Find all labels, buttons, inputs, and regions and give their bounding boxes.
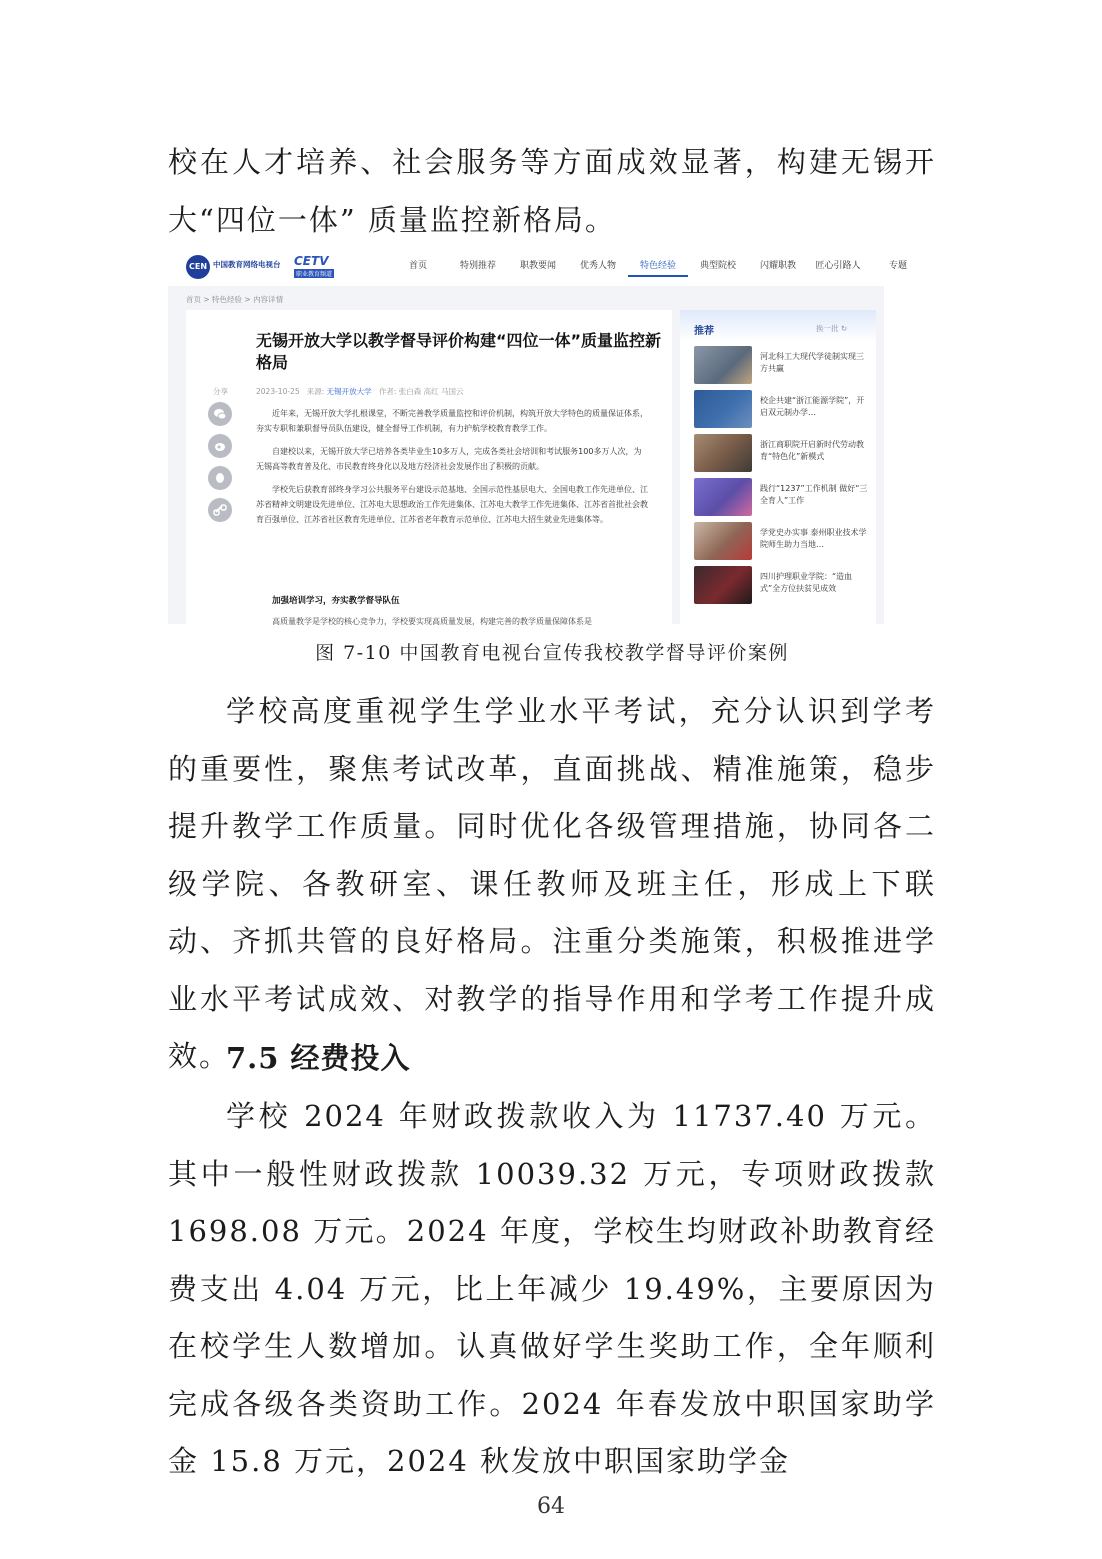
sidebar-title: 推荐 xyxy=(694,326,714,337)
cen-logo-text: 中国教育网络电视台 xyxy=(213,260,281,269)
page-number: 64 xyxy=(537,1494,565,1519)
recommend-item-title: 四川护理职业学院：“造血式”全方位扶贫见成效 xyxy=(760,572,853,593)
breadcrumb: 首页 > 特色经验 > 内容详情 xyxy=(186,295,284,304)
section-heading: 7.5 经费投入 xyxy=(226,1041,411,1075)
cen-logo: CEN xyxy=(186,255,210,279)
sidebar-header xyxy=(680,310,876,342)
cetv-logo: CETV xyxy=(294,254,329,268)
thumbnail-image xyxy=(694,478,752,516)
nav-item-home[interactable]: 首页 xyxy=(408,261,427,271)
article-cut-line: 高质量教学是学校的核心竞争力，学校要实现高质量发展，构建完善的教学质量保障体系是 xyxy=(272,617,592,626)
recommend-item-title: 践行“1237”工作机制 做好“三全育人”工作 xyxy=(760,484,868,505)
recommend-item-title: 校企共建“浙江能源学院”，开启双元制办学… xyxy=(760,396,865,417)
article-body xyxy=(256,406,648,535)
article-source-label: 来源: xyxy=(306,387,325,396)
recommend-item-title: 浙江商职院开启新时代劳动教育“特色化”新模式 xyxy=(760,440,864,461)
article-panel xyxy=(186,310,672,640)
recommend-item[interactable] xyxy=(694,566,870,606)
paragraph-funding: 学校 2024 年财政拨款收入为 11737.40 万元。其中一般性财政拨款 10039.32 万元，专项财政拨款 1698.08 万元。2024 年度，学校生均财政补助教育经费支出 4.04 万元，比上年减少 19.49%，主要原因为在校学生人数增加。认真做好学生奖助工作，全年顺利完成各级各类资助工作。2024 年春发放中职国家助学金 15.8 万元，2024 秋发放中职国家助学金 xyxy=(168,1099,936,1478)
thumbnail-image xyxy=(694,390,752,428)
refresh-button[interactable]: 换一批 ↻ xyxy=(816,324,848,333)
article-paragraph: 近年来，无锡开放大学扎根课堂，不断完善教学质量监控和评价机制，构筑开放大学特色的质量保证体系，夯实专职和兼职督导员队伍建设，健全督导工作机制，有力护航学校教育教学工作。 xyxy=(256,409,648,433)
embedded-screenshot xyxy=(168,244,907,626)
thumbnail-image xyxy=(694,522,752,560)
nav-item-experience[interactable]: 特色经验 xyxy=(628,258,688,277)
paragraph-exam: 学校高度重视学生学业水平考试，充分认识到学考的重要性，聚焦考试改革，直面挑战、精准施策，稳步提升教学工作质量。同时优化各级管理措施，协同各二级学院、各教研室、课任教师及班主任，形成上下联动、齐抓共管的良好格局。注重分类施策，积极推进学业水平考试成效、对教学的指导作用和学考工作提升成效。 xyxy=(168,694,936,1073)
recommend-item-title: 河北科工大现代学徒制实现三方共赢 xyxy=(760,352,864,373)
nav-item-shine[interactable]: 闪耀职教 xyxy=(759,261,796,271)
article-author: 作者: 张白森 高红 马国云 xyxy=(378,387,464,396)
nav-item-craftsman[interactable]: 匠心引路人 xyxy=(815,261,861,271)
thumbnail-image xyxy=(694,434,752,472)
weibo-icon[interactable] xyxy=(208,434,232,458)
article-paragraph: 学校先后获教育部终身学习公共服务平台建设示范基地、全国示范性基层电大、全国电教工作先进单位、江苏省精神文明建设先进单位、江苏电大思想政治工作先进集体、江苏电大教学工作先进集体、江苏省首批社会教育百强单位、江苏省社区教育先进单位、江苏省老年教育示范单位、江苏电大招生就业先进集体等。 xyxy=(256,485,648,524)
cetv-logo-sub: 职业教育频道 xyxy=(296,271,333,278)
link-icon[interactable] xyxy=(208,498,232,522)
thumbnail-image xyxy=(694,566,752,604)
article-meta xyxy=(256,386,464,397)
nav-item-news[interactable]: 职教要闻 xyxy=(519,261,556,271)
nav-item-special[interactable]: 特别推荐 xyxy=(459,261,496,271)
qq-icon[interactable] xyxy=(208,466,232,490)
article-source[interactable]: 无锡开放大学 xyxy=(326,387,372,396)
thumbnail-image xyxy=(694,346,752,384)
wechat-icon[interactable] xyxy=(208,402,232,426)
nav-menu xyxy=(388,258,928,277)
nav-item-schools[interactable]: 典型院校 xyxy=(699,261,736,271)
article-paragraph: 自建校以来，无锡开放大学已培养各类毕业生10多万人，完成各类社会培训和考试服务100多万人次，为无锡高等教育普及化、市民教育终身化以及地方经济社会发展作出了积极的贡献。 xyxy=(256,447,642,471)
site-navbar xyxy=(168,244,907,286)
recommend-item[interactable] xyxy=(694,346,870,386)
paragraph-top: 校在人才培养、社会服务等方面成效显著，构建无锡开大“四位一体” 质量监控新格局。 xyxy=(168,145,936,237)
article-date: 2023-10-25 xyxy=(256,387,300,396)
share-label: 分享 xyxy=(213,387,228,396)
article-subheading: 加强培训学习，夯实教学督导队伍 xyxy=(272,596,400,606)
recommend-item[interactable] xyxy=(694,478,870,518)
figure-caption: 图 7-10 中国教育电视台宣传我校教学督导评价案例 xyxy=(315,642,789,664)
recommend-item[interactable] xyxy=(694,522,870,562)
recommend-sidebar xyxy=(680,310,876,640)
nav-item-topics[interactable]: 专题 xyxy=(888,261,907,271)
recommend-item[interactable] xyxy=(694,434,870,474)
recommend-item[interactable] xyxy=(694,390,870,430)
article-title: 无锡开放大学以教学督导评价构建“四位一体”质量监控新格局 xyxy=(256,331,662,372)
recommend-item-title: 学党史办实事 泰州职业技术学院师生助力当地… xyxy=(760,528,867,549)
nav-item-people[interactable]: 优秀人物 xyxy=(579,261,616,271)
